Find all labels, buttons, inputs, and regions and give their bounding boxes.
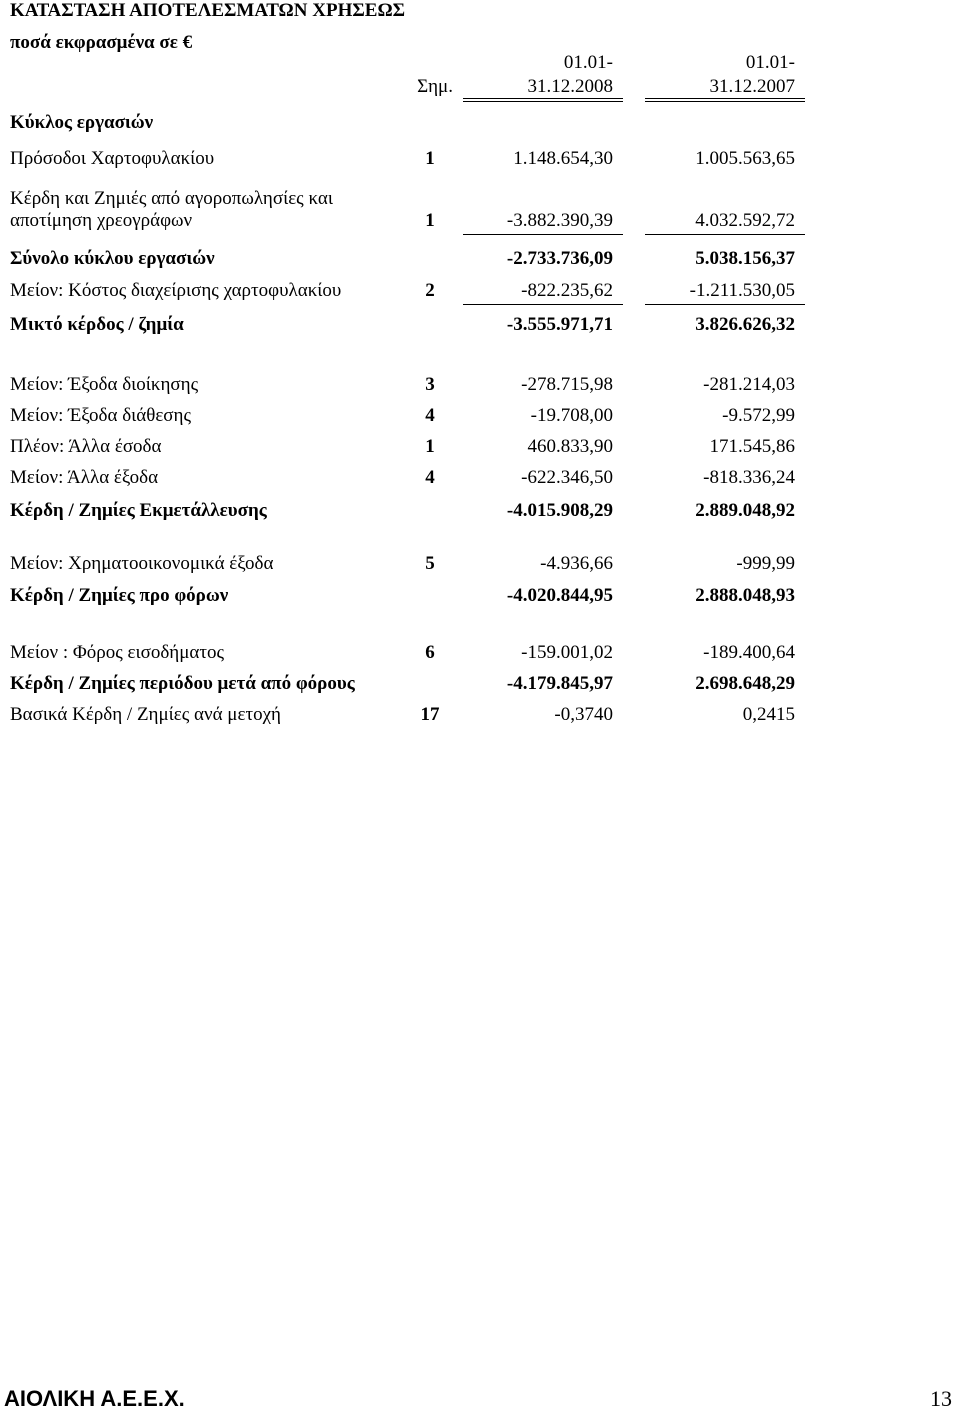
row-value-2008: -4.020.844,95 bbox=[506, 585, 613, 606]
row-note: 1 bbox=[425, 210, 435, 231]
row-value-2007: 1.005.563,65 bbox=[695, 148, 795, 169]
row-label: Μείον: Χρηματοοικονομικά έξοδα bbox=[10, 553, 274, 574]
row-value-2008: -622.346,50 bbox=[521, 467, 613, 488]
table-row-finance-costs bbox=[0, 553, 960, 577]
row-note: 3 bbox=[425, 374, 435, 395]
subtotal-rule-2008 bbox=[463, 304, 623, 305]
table-row-profit-after-tax bbox=[0, 673, 960, 697]
header-double-rule-2008 bbox=[463, 98, 623, 102]
row-value-2008: 460.833,90 bbox=[527, 436, 613, 457]
row-value-2007: -999,99 bbox=[736, 553, 795, 574]
row-value-2008: -4.179.845,97 bbox=[506, 673, 613, 694]
table-row-income-tax bbox=[0, 642, 960, 666]
row-label: Πρόσοδοι Χαρτοφυλακίου bbox=[10, 148, 215, 169]
row-value-2007: -189.400,64 bbox=[703, 642, 795, 663]
row-label-line2: αποτίμηση χρεογράφων bbox=[10, 210, 193, 231]
row-label: Μικτό κέρδος / ζημία bbox=[10, 314, 184, 335]
table-row-distribution-expenses bbox=[0, 405, 960, 429]
table-row-operating-result bbox=[0, 500, 960, 524]
row-label: Σύνολο κύκλου εργασιών bbox=[10, 248, 215, 269]
year-2008-header-line2: 31.12.2008 bbox=[527, 76, 613, 97]
row-label: Κέρδη / Ζημίες περιόδου μετά από φόρους bbox=[10, 673, 355, 694]
row-value-2007: 4.032.592,72 bbox=[695, 210, 795, 231]
row-value-2008: -3.555.971,71 bbox=[506, 314, 613, 335]
footer-company-name: ΑΙΟΛΙΚΗ Α.Ε.Ε.Χ. bbox=[4, 1386, 185, 1411]
statement-title: ΚΑΤΑΣΤΑΣΗ ΑΠΟΤΕΛΕΣΜΑΤΩΝ ΧΡΗΣΕΩΣ bbox=[10, 0, 406, 21]
row-label: Μείον: Έξοδα διάθεσης bbox=[10, 405, 192, 426]
row-value-2007: -1.211.530,05 bbox=[689, 280, 795, 301]
row-note: 17 bbox=[420, 704, 440, 725]
row-value-2008: -278.715,98 bbox=[521, 374, 613, 395]
row-note: 4 bbox=[425, 405, 435, 426]
row-note: 6 bbox=[425, 642, 435, 663]
year-2007-header-line1: 01.01- bbox=[745, 52, 795, 73]
row-label: Μείον: Έξοδα διοίκησης bbox=[10, 374, 199, 395]
row-value-2008: 1.148.654,30 bbox=[513, 148, 613, 169]
table-row-gross-profit bbox=[0, 314, 960, 338]
row-value-2007: -281.214,03 bbox=[703, 374, 795, 395]
subtotal-rule-2007 bbox=[645, 304, 805, 305]
row-value-2007: -818.336,24 bbox=[703, 467, 795, 488]
row-label: Μείον: Κόστος διαχείρισης χαρτοφυλακίου bbox=[10, 280, 342, 301]
row-label-line1: Κέρδη και Ζημιές από αγοροπωλησίες και bbox=[10, 188, 333, 209]
subtotal-rule-2008 bbox=[463, 234, 623, 235]
row-value-2007: 0,2415 bbox=[742, 704, 795, 725]
row-value-2008: -822.235,62 bbox=[521, 280, 613, 301]
row-value-2007: 171.545,86 bbox=[709, 436, 795, 457]
row-note: 1 bbox=[425, 436, 435, 457]
row-value-2008: -4.015.908,29 bbox=[506, 500, 613, 521]
year-2007-header-line2: 31.12.2007 bbox=[709, 76, 795, 97]
subtotal-rule-2007 bbox=[645, 234, 805, 235]
row-label: Πλέον: Άλλα έσοδα bbox=[10, 436, 162, 457]
row-label: Κέρδη / Ζημίες Εκμετάλλευσης bbox=[10, 500, 267, 521]
row-value-2007: -9.572,99 bbox=[722, 405, 795, 426]
row-note: 1 bbox=[425, 148, 435, 169]
row-value-2007: 3.826.626,32 bbox=[695, 314, 795, 335]
note-column-header: Σημ. bbox=[417, 76, 453, 97]
table-row-trading-gains bbox=[0, 188, 960, 234]
row-value-2008: -3.882.390,39 bbox=[506, 210, 613, 231]
currency-subtitle: ποσά εκφρασμένα σε € bbox=[10, 32, 193, 53]
year-2008-header-line1: 01.01- bbox=[563, 52, 613, 73]
table-row-portfolio-income bbox=[0, 148, 960, 172]
row-value-2007: 2.698.648,29 bbox=[695, 673, 795, 694]
table-row-other-income bbox=[0, 436, 960, 460]
table-row-administrative-expenses bbox=[0, 374, 960, 398]
row-value-2007: 2.888.048,93 bbox=[695, 585, 795, 606]
table-row-earnings-per-share bbox=[0, 704, 960, 728]
table-row-other-expenses bbox=[0, 467, 960, 491]
header-double-rule-2007 bbox=[645, 98, 805, 102]
row-value-2007: 2.889.048,92 bbox=[695, 500, 795, 521]
row-label: Μείον: Άλλα έξοδα bbox=[10, 467, 159, 488]
row-value-2008: -0,3740 bbox=[554, 704, 613, 725]
row-value-2008: -19.708,00 bbox=[530, 405, 613, 426]
row-value-2008: -159.001,02 bbox=[521, 642, 613, 663]
row-label: Βασικά Κέρδη / Ζημίες ανά μετοχή bbox=[10, 704, 281, 725]
row-note: 5 bbox=[425, 553, 435, 574]
table-row-total-revenue bbox=[0, 248, 960, 272]
row-value-2008: -4.936,66 bbox=[540, 553, 613, 574]
section-title-revenue-cycle: Κύκλος εργασιών bbox=[10, 112, 154, 133]
table-row-profit-before-tax bbox=[0, 585, 960, 609]
row-note: 2 bbox=[425, 280, 435, 301]
row-label: Κέρδη / Ζημίες προ φόρων bbox=[10, 585, 229, 606]
footer-page-number: 13 bbox=[930, 1386, 952, 1411]
row-label: Μείον : Φόρος εισοδήματος bbox=[10, 642, 225, 663]
row-value-2007: 5.038.156,37 bbox=[695, 248, 795, 269]
table-row-portfolio-management-cost bbox=[0, 280, 960, 304]
row-note: 4 bbox=[425, 467, 435, 488]
row-value-2008: -2.733.736,09 bbox=[506, 248, 613, 269]
